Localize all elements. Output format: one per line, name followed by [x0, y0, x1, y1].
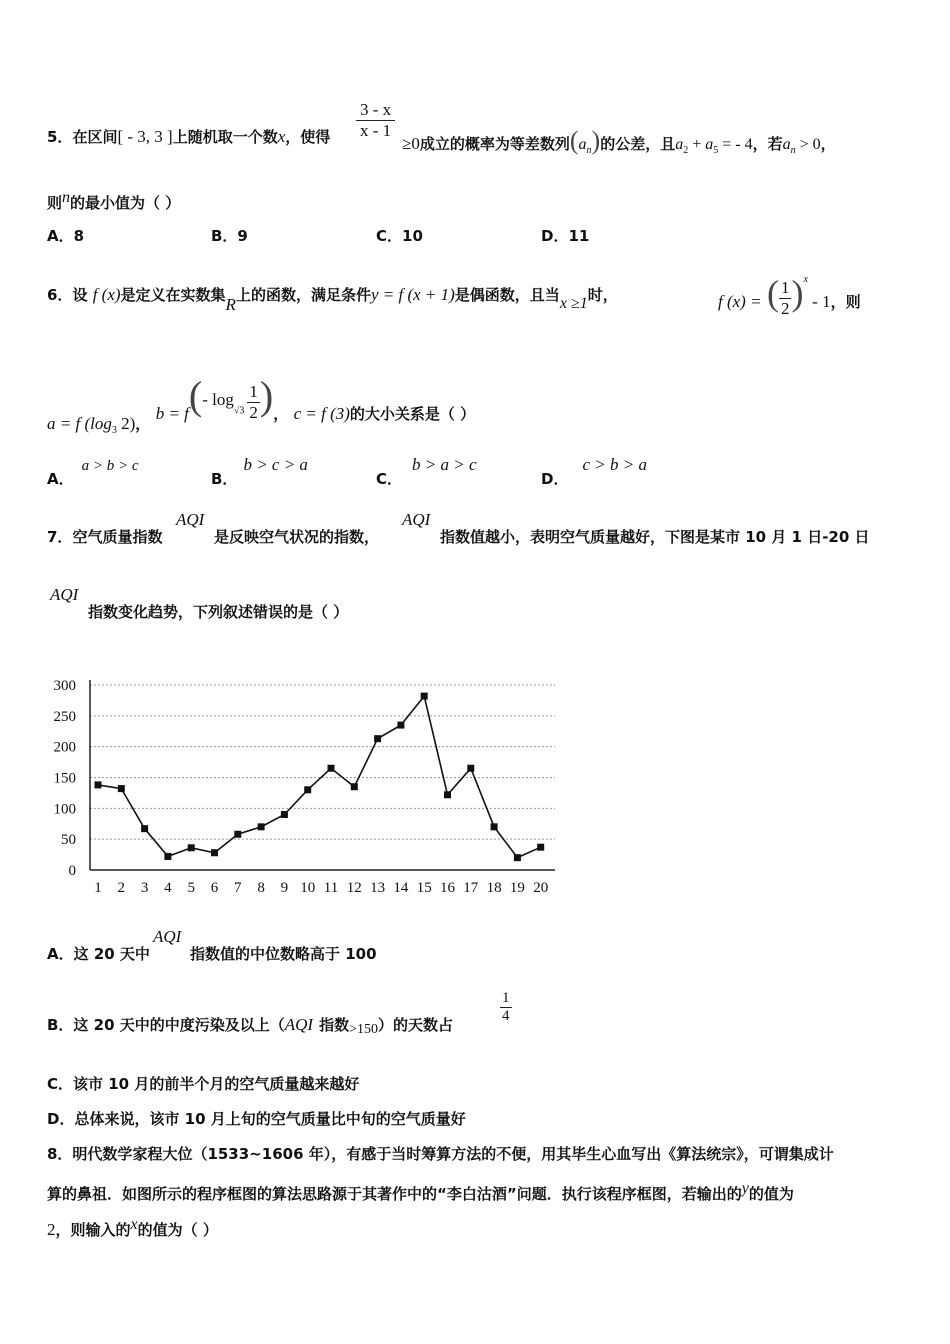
- q6-b-sub: √3: [233, 405, 245, 417]
- q6-a-expr: a = f (log: [47, 414, 112, 433]
- q6-opt-label: A．: [47, 470, 74, 488]
- q6-fx: f (x): [92, 285, 121, 304]
- x-tick-label: 6: [210, 880, 219, 896]
- data-point: [281, 811, 288, 818]
- q5-var: x: [277, 127, 286, 146]
- q6-a-tail: 2): [116, 414, 136, 433]
- q6-option-d[interactable]: [541, 454, 647, 488]
- data-point: [304, 786, 311, 793]
- q5-text: ，若: [752, 135, 783, 153]
- q5-seq: a: [578, 136, 587, 153]
- y-tick-label: 250: [53, 708, 76, 725]
- q5-interval: [ - 3, 3 ]: [117, 127, 173, 146]
- chart-series: [95, 693, 545, 862]
- q6-exp: x: [803, 274, 808, 286]
- q6-number: 6．: [47, 286, 73, 304]
- q6-option-b[interactable]: [211, 454, 308, 488]
- x-tick-label: 7: [234, 880, 242, 896]
- q5-rhs: = - 4: [718, 136, 753, 153]
- q5-number: 5．: [47, 128, 73, 146]
- data-point: [397, 722, 404, 729]
- q6-b-inner: - log: [202, 390, 234, 409]
- data-point: [164, 853, 171, 860]
- q5-text: ，: [820, 135, 836, 153]
- data-point: [141, 825, 148, 832]
- q7-quarter: [500, 990, 512, 1025]
- q6-opt-label: B．: [211, 470, 238, 488]
- y-tick-label: 300: [53, 678, 76, 694]
- data-point: [467, 765, 474, 772]
- x-tick-label: 4: [164, 880, 172, 896]
- q7-text: 指数: [319, 1016, 350, 1034]
- data-point: [258, 823, 265, 830]
- chart-gridlines: [90, 685, 555, 839]
- q6-line2: a = f ($\log_3$ 2)， b = f(- $\log_{√3}$ $\frac{1}{2}$ )， c = f (3)的大小关系是（ ）: [47, 373, 476, 437]
- q5-line2: [47, 189, 180, 213]
- q5-frac-den: x - 1: [360, 121, 392, 140]
- q8-line3: [47, 1216, 218, 1240]
- data-point: [491, 823, 498, 830]
- q8-x: x: [130, 1216, 138, 1233]
- q5-text: 的公差，且: [600, 135, 676, 153]
- x-tick-label: 12: [346, 880, 362, 896]
- q5-text: 的最小值为（ ）: [70, 194, 181, 212]
- q5-option-b[interactable]: B．9: [211, 227, 248, 245]
- q5-text: 则: [47, 194, 63, 212]
- q6-opt-expr: c > b > a: [582, 455, 647, 474]
- q6-R: R: [225, 295, 236, 314]
- data-point: [537, 844, 544, 851]
- x-tick-label: 1: [94, 880, 102, 896]
- q6-def: f (x) = ( $\frac{1}{2}$ )$^x$ - 1，则: [718, 273, 861, 318]
- q5-plus: +: [688, 136, 706, 153]
- data-point: [374, 735, 381, 742]
- q5-a2-sub: 2: [683, 145, 689, 156]
- q8-y: y: [741, 1180, 749, 1197]
- y-tick-label: 200: [53, 739, 76, 756]
- q7-gt150: >150: [349, 1022, 379, 1037]
- q6-opt-label: C．: [376, 470, 403, 488]
- aqi-series-line: [98, 696, 541, 858]
- q7-text: 指数变化趋势，下列叙述错误的是（ ）: [88, 603, 349, 621]
- x-tick-label: 20: [533, 880, 549, 896]
- q6-half: [779, 278, 792, 319]
- q6-option-a[interactable]: [47, 454, 139, 488]
- x-tick-label: 2: [117, 880, 126, 896]
- data-point: [118, 785, 125, 792]
- x-tick-label: 8: [257, 880, 265, 896]
- q7-aqi: AQI: [153, 927, 182, 946]
- q5-seq-sub: n: [586, 145, 592, 156]
- q5-frac-num: 3 - x: [356, 100, 395, 121]
- q5-text: 上随机取一个数: [172, 128, 278, 146]
- q6-text: 时，: [587, 286, 618, 304]
- q6-text: 上的函数，满足条件: [235, 286, 371, 304]
- q6-c-expr: c = f (3): [293, 404, 350, 423]
- q5-option-a[interactable]: A．8: [47, 227, 85, 245]
- q8-text: 的值为: [748, 1185, 794, 1203]
- data-point: [188, 844, 195, 851]
- q7-line1: [47, 526, 162, 547]
- x-tick-label: 11: [323, 880, 339, 896]
- y-tick-label: 0: [68, 863, 76, 879]
- x-tick-label: 18: [486, 880, 502, 896]
- x-tick-label: 5: [187, 880, 195, 896]
- q8-text: ，则输入的: [55, 1221, 131, 1239]
- q5-n: n: [62, 189, 71, 206]
- q6-half-den: 2: [780, 298, 790, 318]
- data-point: [328, 765, 335, 772]
- q5-option-d[interactable]: D．11: [541, 227, 590, 245]
- q6-b-frac-den: 2: [249, 402, 258, 422]
- data-point: [234, 831, 241, 838]
- q5-ge0: ≥0: [402, 134, 420, 153]
- q5-a2: a: [675, 136, 684, 153]
- q7-text: B．这 20 天中的中度污染及以上（: [47, 1016, 285, 1034]
- q6-comma: ，: [135, 415, 151, 433]
- q6-a-sub: 3: [111, 425, 117, 437]
- q6-b-frac-num: 1: [249, 381, 258, 401]
- x-tick-label: 10: [300, 880, 316, 896]
- q5-fraction: [356, 100, 395, 141]
- q5-line1b: ≥0成立的概率为等差数列$(a_n)$的公差，且$a_2 + a_5$ = - 4，若$a_n > 0$，: [402, 126, 836, 156]
- q6-opt-expr: b > a > c: [412, 455, 477, 474]
- q7-aqi: AQI: [284, 1015, 314, 1034]
- x-tick-label: 17: [463, 880, 479, 896]
- q5-text: 成立的概率为等差数列: [419, 135, 570, 153]
- data-point: [351, 783, 358, 790]
- q6-b-expr: b = f: [155, 404, 189, 423]
- chart-x-axis: [90, 870, 555, 896]
- q6-b-frac: [247, 382, 260, 423]
- q7-quarter-den: 4: [502, 1008, 510, 1024]
- q5-an: a: [782, 136, 791, 153]
- x-tick-label: 14: [393, 880, 409, 896]
- x-tick-label: 15: [416, 880, 432, 896]
- q7-aqi: AQI: [176, 510, 205, 529]
- x-tick-label: 16: [440, 880, 455, 896]
- q6-text: 的大小关系是（ ）: [349, 405, 476, 423]
- q6-text: 是偶函数，且当: [454, 286, 560, 304]
- q7-text: 指数值越小，表明空气质量越好，下图是某市 10 月 1 日-20 日: [440, 528, 870, 546]
- q5-an-rhs: > 0: [795, 136, 821, 153]
- x-tick-label: 9: [280, 880, 289, 896]
- q7-text: ）的天数占: [378, 1016, 454, 1034]
- q6-opt-label: D．: [541, 470, 569, 488]
- q5-a5-sub: 5: [713, 145, 719, 156]
- q5-a5: a: [705, 136, 714, 153]
- q6-xge1: x ≥1: [559, 295, 588, 312]
- q7-number: 7．: [47, 528, 73, 546]
- q7-aqi: AQI: [50, 585, 79, 604]
- q8-line1: 8．明代数学家程大位（1533~1606 年），有感于当时筹算方法的不便，用其毕生心血写出《算法统宗》，可谓集成计: [47, 1145, 834, 1163]
- q6-text: 是定义在实数集: [120, 286, 226, 304]
- q8-text: 的值为（ ）: [137, 1221, 218, 1239]
- x-tick-label: 3: [140, 880, 149, 896]
- q7-aqi: AQI: [402, 510, 431, 529]
- q6-line1: [47, 284, 618, 314]
- q7-text: 空气质量指数: [72, 528, 163, 546]
- y-tick-label: 150: [53, 770, 76, 787]
- data-point: [514, 854, 521, 861]
- q6-def-lhs: f (x) =: [718, 292, 762, 311]
- y-tick-label: 50: [61, 832, 76, 849]
- q7-option-a-text[interactable]: 指数值的中位数略高于 100: [190, 945, 377, 963]
- q5-an-sub: n: [790, 145, 796, 156]
- data-point: [421, 693, 428, 700]
- x-tick-label: 13: [370, 880, 386, 896]
- q6-opt-expr: b > c > a: [243, 455, 308, 474]
- y-tick-label: 100: [53, 801, 76, 818]
- q6-text: ，则: [830, 293, 861, 311]
- q5-option-c[interactable]: C．10: [376, 227, 423, 245]
- q6-half-num: 1: [780, 277, 790, 297]
- q5-line1: [47, 126, 330, 147]
- data-point: [444, 791, 451, 798]
- q6-minus1: - 1: [807, 292, 831, 311]
- q7-quarter-num: 1: [502, 990, 510, 1006]
- q6-cond: y = f (x + 1): [370, 285, 455, 304]
- q8-text: 算的鼻祖．如图所示的程序框图的算法思路源于其著作中的“李白沽酒”问题．执行该程序框图，若输出的: [47, 1185, 742, 1203]
- q6-comma: ，: [273, 405, 289, 423]
- q5-text: ，使得: [285, 128, 331, 146]
- q7-text: 是反映空气状况的指数，: [214, 528, 380, 546]
- data-point: [95, 781, 102, 788]
- data-point: [211, 849, 218, 856]
- chart-y-axis: [54, 678, 91, 879]
- q5-text: 在区间: [72, 128, 118, 146]
- q7-option-c[interactable]: C．该市 10 月的前半个月的空气质量越来越好: [47, 1075, 360, 1093]
- q6-text: 设: [72, 286, 88, 304]
- q8-line2: [47, 1180, 794, 1204]
- q7-option-a-text[interactable]: A．这 20 天中: [47, 945, 150, 963]
- q7-option-d[interactable]: D．总体来说，该市 10 月上旬的空气质量比中旬的空气质量好: [47, 1110, 466, 1128]
- q8-two: 2: [47, 1220, 56, 1239]
- q7-option-b[interactable]: [47, 1014, 453, 1035]
- q6-option-c[interactable]: [376, 454, 477, 488]
- q6-opt-expr: a > b > c: [81, 458, 139, 474]
- x-tick-label: 19: [509, 880, 525, 896]
- aqi-line-chart: [40, 670, 570, 902]
